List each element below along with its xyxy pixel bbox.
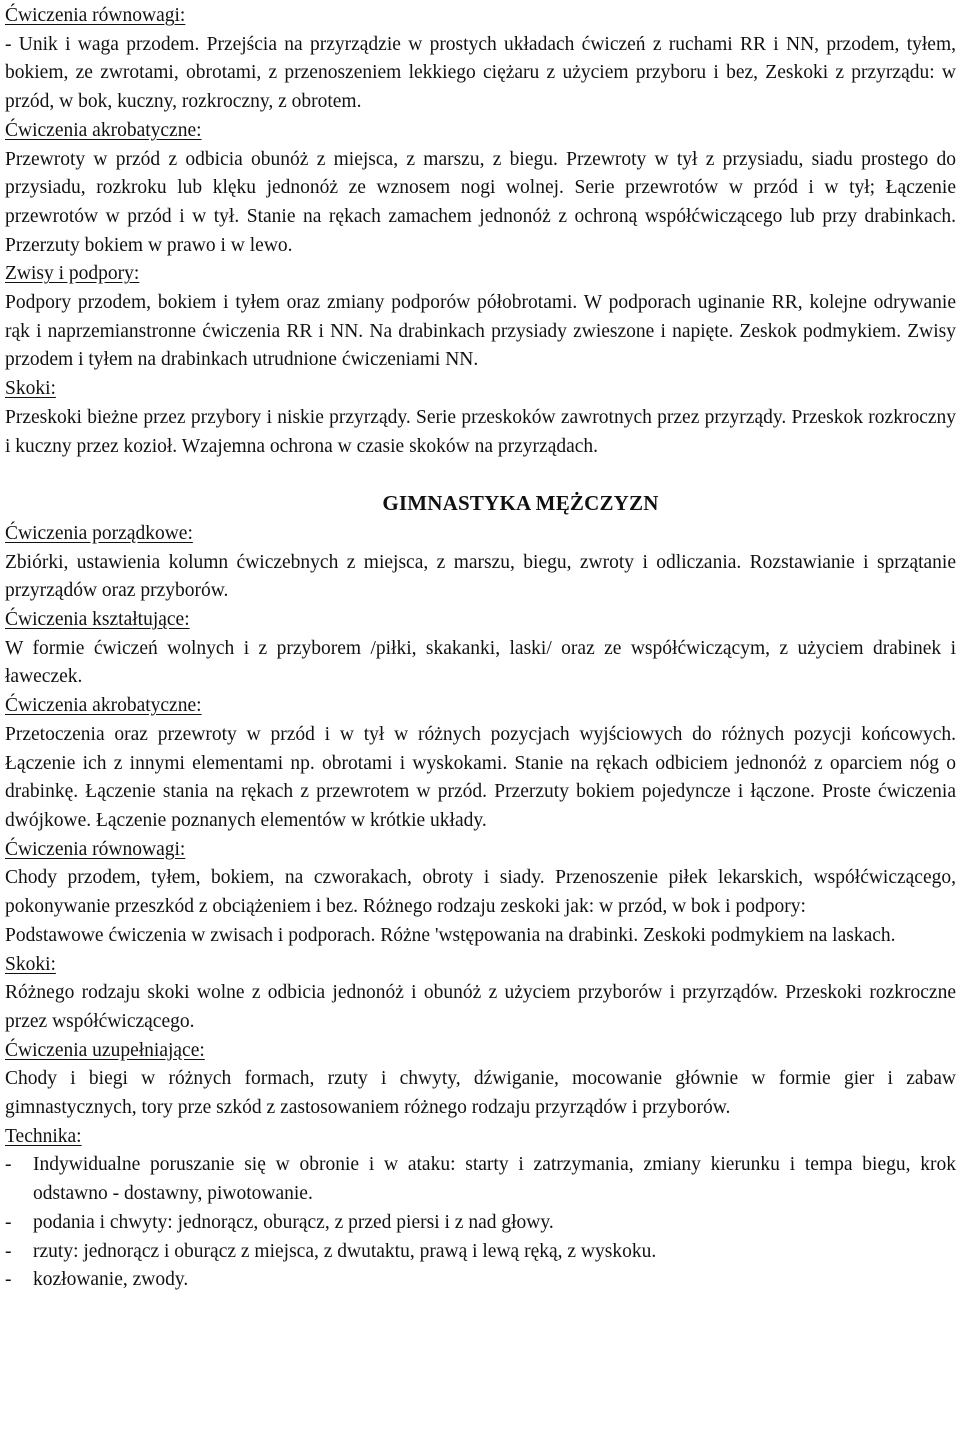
- page-title: GIMNASTYKA MĘŻCZYZN: [382, 491, 659, 516]
- section-heading: Ćwiczenia akrobatyczne:: [5, 119, 202, 141]
- section-cwiczenia-uzupelniajace: [5, 1037, 956, 1123]
- list-item: [5, 1266, 956, 1295]
- section-zwisy-i-podpory: [5, 260, 956, 375]
- section-paragraph: Podpory przodem, bokiem i tyłem oraz zmiany podporów półobrotami. W podporach uginanie RR, kolejne odrywanie rąk i naprzemianstronne ćwiczenia RR i NN. Na drabinkach przysiady zwieszone i napięte. Zeskok podmykiem. Zwisy przodem i tyłem na drabinkach utrudnione ćwiczeniami NN.: [5, 292, 956, 371]
- dash-bullet-icon: -: [5, 1154, 12, 1176]
- list-item: [5, 1209, 956, 1238]
- section-cwiczenia-akrobatyczne-top: [5, 117, 956, 261]
- list-item-text: podania i chwyty: jednorącz, oburącz, z przed piersi i z nad głowy.: [33, 1211, 554, 1233]
- section-cwiczenia-akrobatyczne-bottom: [5, 692, 956, 836]
- dash-bullet-icon: -: [5, 1269, 12, 1291]
- list-item-text: kozłowanie, zwody.: [33, 1269, 189, 1291]
- section-heading: Zwisy i podpory:: [5, 263, 140, 285]
- section-paragraph: Różnego rodzaju skoki wolne z odbicia jednonóż i obunóż z użyciem przyborów i przyrządów. Przeskoki rozkroczne przez współćwiczącego.: [5, 982, 956, 1032]
- list-item-text: Indywidualne poruszanie się w obronie i w ataku: starty i zatrzymania, zmiany kierunku i tempa biegu, krok odstawno - dostawny, piwotowanie.: [33, 1154, 956, 1205]
- section-cwiczenia-rownowagi-bottom: [5, 836, 956, 951]
- section-paragraph: Chody przodem, tyłem, bokiem, na czworakach, obroty i siady. Przenoszenie piłek lekarskich, współćwiczącego, pokonywanie przeszkód z obciążeniem i bez. Różnego rodzaju zeskoki jak: w przód, w bok i podpory:: [5, 867, 956, 918]
- list-item: [5, 1151, 956, 1208]
- section-paragraph: Chody i biegi w różnych formach, rzuty i chwyty, dźwiganie, mocowanie głównie w formie gier i zabaw gimnastycznych, tory prze szkód z zastosowaniem różnego rodzaju przyrządów i przyborów.: [5, 1068, 956, 1119]
- section-paragraph: Zbiórki, ustawienia kolumn ćwiczebnych z miejsca, z marszu, biegu, zwroty i odliczania. Rozstawianie i sprzątanie przyrządów oraz przyborów.: [5, 551, 956, 602]
- section-cwiczenia-ksztaltujace: [5, 606, 956, 692]
- section-cwiczenia-rownowagi-top: [5, 2, 956, 117]
- section-technika: [5, 1123, 956, 1295]
- section-heading: Ćwiczenia uzupełniające:: [5, 1039, 205, 1061]
- section-paragraph: Przeskoki bieżne przez przybory i niskie przyrządy. Serie przeskoków zawrotnych przez przyrządy. Przeskok rozkroczny i kuczny przez kozioł. Wzajemna ochrona w czasie skoków na przyrządach.: [5, 406, 956, 457]
- section-paragraph: Przewroty w przód z odbicia obunóż z miejsca, z marszu, z biegu. Przewroty w tył z przysiadu, siadu prostego do przysiadu, rozkroku lub klęku jednonóż ze wznosem nogi wolnej. Serie przewrotów w przód i w tył; Łączenie przewrotów w przód i w tył. Stanie na rękach zamachem jednonóż z ochroną współćwiczącego lub przy drabinkach. Przerzuty bokiem w prawo i w lewo.: [5, 148, 956, 256]
- technika-list: [5, 1151, 956, 1295]
- list-item-text: rzuty: jednorącz i oburącz z miejsca, z dwutaktu, prawą i lewą ręką, z wyskoku.: [33, 1240, 657, 1262]
- section-paragraph: W formie ćwiczeń wolnych i z przyborem /piłki, skakanki, laski/ oraz ze współćwiczącym, z użyciem drabinek i ławeczek.: [5, 637, 956, 688]
- dash-bullet-icon: -: [5, 1240, 12, 1262]
- section-heading: Ćwiczenia równowagi:: [5, 838, 186, 860]
- section-heading: Skoki:: [5, 953, 56, 975]
- section-skoki-top: [5, 375, 956, 461]
- section-paragraph: - Unik i waga przodem. Przejścia na przyrządzie w prostych układach ćwiczeń z ruchami RR i NN, przodem, tyłem, bokiem, ze zwrotami, obrotami, z przenoszeniem lekkiego ciężaru z użyciem przyboru i bez, Zeskoki z przyrządu: w przód, w bok, kuczny, rozkroczny, z obrotem.: [5, 33, 956, 113]
- section-paragraph: Podstawowe ćwiczenia w zwisach i podporach. Różne 'wstępowania na drabinki. Zeskoki podmykiem na laskach.: [5, 924, 896, 946]
- section-heading: Technika:: [5, 1125, 82, 1147]
- section-paragraph: Przetoczenia oraz przewroty w przód i w tył w różnych pozycjach wyjściowych do różnych pozycji końcowych. Łączenie ich z innymi elementami np. obrotami i wyskokami. Stanie na rękach odbiciem jednonóż z oparciem nóg o drabinkę. Łączenie stania na rękach z przewrotem w przód. Przerzuty bokiem pojedyncze i łączone. Proste ćwiczenia dwójkowe. Łączenie poznanych elementów w krótkie układy.: [5, 723, 956, 831]
- section-heading: Skoki:: [5, 378, 56, 400]
- section-cwiczenia-porzadkowe: [5, 520, 956, 606]
- dash-bullet-icon: -: [5, 1211, 12, 1233]
- section-heading: Ćwiczenia kształtujące:: [5, 609, 190, 631]
- section-heading: Ćwiczenia równowagi:: [5, 5, 186, 26]
- section-heading: Ćwiczenia akrobatyczne:: [5, 695, 202, 717]
- section-skoki-bottom: [5, 951, 956, 1037]
- section-heading: Ćwiczenia porządkowe:: [5, 522, 193, 544]
- list-item: [5, 1238, 956, 1267]
